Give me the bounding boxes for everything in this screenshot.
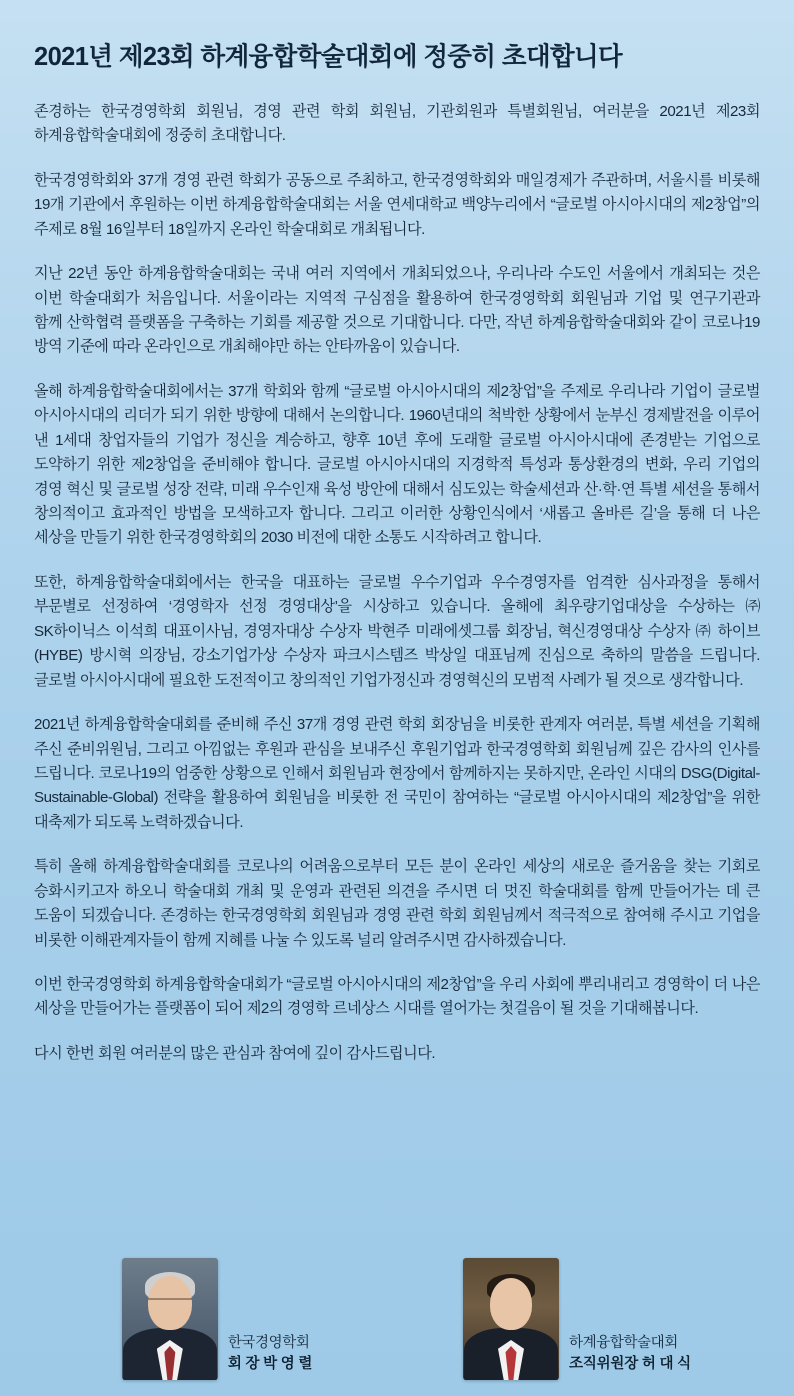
signature-president-caption [228, 1333, 312, 1381]
signature-president-org: 한국경영학회 [227, 1334, 310, 1351]
paragraph-9: 다시 한번 회원 여러분의 많은 관심과 참여에 깊이 감사드립니다. [34, 1044, 436, 1062]
signature-chair-row [463, 1258, 691, 1380]
signature-president [82, 1258, 352, 1380]
paragraph-5: 또한, 하계융합학술대회에서는 한국을 대표하는 글로벌 우수기업과 우수경영자를 엄격한 심사과정을 통해서 부문별로 선정하여 ‘경영학자 선정 경영대상’을 시상하고 있습니다. 올해에 최우량기업대상을 수상하는 ㈜ SK하이닉스 이석희 대표이사님, 경영자대상 수상자 박현주 미래에셋그룹 회장님, 혁신경영대상 수상자 ㈜ 하이브 (HYBE) 방시혁 의장님, 강소기업가상 수상자 파크시스템즈 박상일 대표님께 진심으로 축하의 말씀을 드립니다. 글로벌 아시아시대에 필요한 도전적이고 창의적인 기업가정신과 경영혁신의 모범적 사례가 될 것으로 생각합니다. [34, 573, 760, 689]
signature-chair-caption [569, 1333, 691, 1381]
paragraph-3: 지난 22년 동안 하계융합학술대회는 국내 여러 지역에서 개최되었으나, 우리나라 수도인 서울에서 개최되는 것은 이번 학술대회가 처음입니다. 서울이라는 지역적 구심점을 활용하여 한국경영학회 회원님과 기업 및 연구기관과 함께 산학협력 플랫폼을 구축하는 기회를 제공할 것으로 기대합니다. 다만, 작년 하계융합학술대회와 같이 코로나19 방역 기준에 따라 온라인으로 개최해야만 하는 안타까움이 있습니다. [34, 265, 760, 356]
paragraph-4: 올해 하계융합학술대회에서는 37개 학회와 함께 “글로벌 아시아시대의 제2창업”을 주제로 우리나라 기업이 글로벌 아시아시대의 리더가 되기 위한 방향에 대해서 논의합니다. 1960년대의 척박한 상황에서 눈부신 경제발전을 이루어 낸 1세대 창업자들의 기업가 정신을 계승하고, 향후 10년 후에 도래할 글로벌 아시아시대에 존경받는 기업으로 도약하기 위한 제2창업을 준비해야 합니다. 글로벌 아시아시대의 지경학적 특성과 통상환경의 변화, 우리 기업의 경영 혁신 및 글로벌 성장 전략, 미래 우수인재 육성 방안에 대해서 심도있는 학술세션과 산·학·연 특별 세션을 통해서 창의적이고 효과적인 방법을 모색하고자 합니다. 그리고 이러한 상황인식에서 ‘새롭고 올바른 길’을 통해 더 나은 세상을 만들기 위한 한국경영학회의 2030 비전에 대한 소통도 시작하려고 합니다. [34, 382, 761, 547]
signature-president-row [122, 1258, 312, 1380]
portrait-photo-president [122, 1258, 218, 1380]
paragraph-7: 특히 올해 하계융합학술대회를 코로나의 어려움으로부터 모든 분이 온라인 세상의 새로운 즐거움을 찾는 기회로 승화시키고자 하오니 학술대회 개최 및 운영과 관련된 의견을 주시면 더 멋진 학술대회를 함께 만들어가는 데 큰 도움이 되겠습니다. 존경하는 한국경영학회 회원님과 경영 관련 학회 회원님께서 적극적으로 참여해 주시고 기업을 비롯한 이해관계자들이 함께 지혜를 나눌 수 있도록 널리 알려주시면 감사하겠습니다. [34, 858, 760, 949]
signature-chair [442, 1258, 712, 1380]
page-title: 2021년 제23회 하계융합학술대회에 정중히 초대합니다 [34, 43, 623, 71]
signature-chair-org: 하계융합학술대회 [569, 1334, 678, 1351]
paragraph-1: 존경하는 한국경영학회 회원님, 경영 관련 학회 회원님, 기관회원과 특별회원님, 여러분을 2021년 제23회 하계융합학술대회에 정중히 초대합니다. [34, 102, 760, 145]
paragraph-8: 이번 한국경영학회 하계융합학술대회가 “글로벌 아시아시대의 제2창업”을 우리 사회에 뿌리내리고 경영학이 더 나은 세상을 만들어가는 플랫폼이 되어 제2의 경영학 르네상스 시대를 열어가는 첫걸음이 될 것을 기대해봅니다. [34, 976, 760, 1018]
signature-block [0, 1258, 794, 1380]
signature-chair-name: 조직위원장 허 대 식 [569, 1356, 691, 1373]
portrait-photo-chair [463, 1258, 559, 1380]
paragraph-2: 한국경영학회와 37개 경영 관련 학회가 공동으로 주최하고, 한국경영학회와 매일경제가 주관하며, 서울시를 비롯해 19개 기관에서 후원하는 이번 하계융합학술대회는 서울 연세대학교 백양누리에서 “글로벌 아시아시대의 제2창업”의 주제로 8월 16일부터 18일까지 온라인 학술대회로 개최됩니다. [34, 171, 760, 238]
paragraph-6: 2021년 하계융합학술대회를 준비해 주신 37개 경영 관련 학회 회장님을 비롯한 관계자 여러분, 특별 세션을 기획해 주신 준비위원님, 그리고 아낌없는 후원과 관심을 보내주신 후원기업과 한국경영학회 회원님께 깊은 감사의 인사를 드립니다. 코로나19의 엄중한 상황으로 인해서 회원님과 현장에서 함께하지는 못하지만, 온라인 시대의 DSG(Digital-Sustainable-Global) 전략을 활용하여 회원님을 비롯한 전 국민이 참여하는 “글로벌 아시아시대의 제2창업”을 위한 대축제가 되도록 노력하겠습니다. [34, 716, 760, 831]
signature-president-name: 회 장 박 영 렬 [227, 1356, 313, 1373]
glasses-icon [148, 1298, 192, 1311]
